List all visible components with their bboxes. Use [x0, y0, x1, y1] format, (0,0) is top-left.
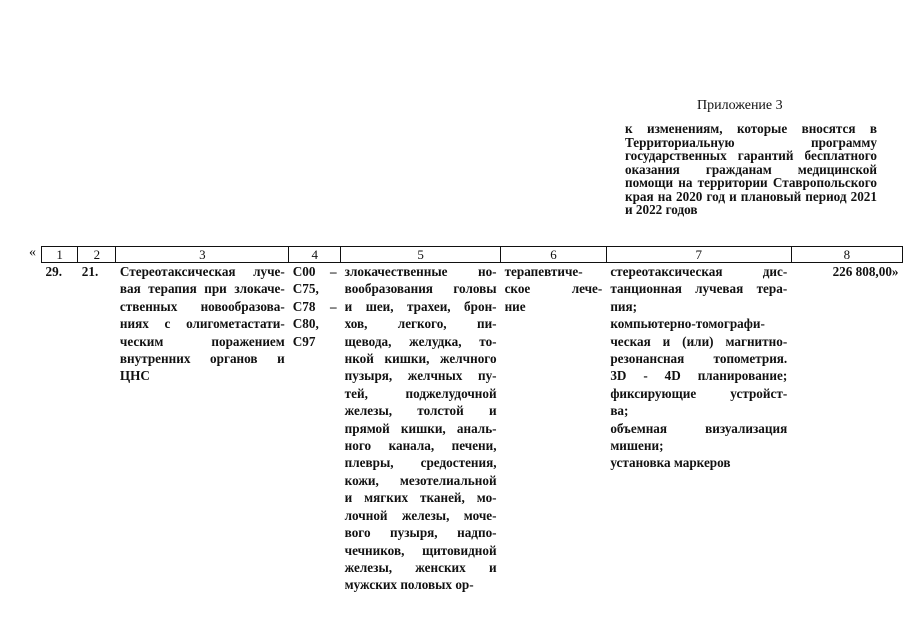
table-row — [42, 263, 903, 594]
cell-line: железы, толстой и — [344, 403, 497, 419]
tariff-table — [41, 246, 903, 594]
header-col-2: 2 — [78, 247, 116, 263]
cell-line: щевода, желудка, то- — [344, 333, 497, 349]
cell-line: танционная лучевая тера- — [610, 281, 788, 297]
cell-line: железы, женских и — [344, 559, 497, 575]
cell-line: ческая и (или) магнитно- — [610, 333, 788, 349]
cell-line: вая терапия при злокаче- — [119, 281, 285, 297]
row-number: 29. — [45, 264, 62, 279]
cell-line: С78 – — [292, 298, 337, 314]
cell-line: ва; — [610, 403, 629, 419]
cell-line: пия; — [610, 298, 638, 314]
cell-line: С75, — [292, 281, 319, 297]
cell-line: ние — [504, 298, 526, 314]
cell-line: прямой кишки, аналь- — [344, 420, 497, 436]
treatment-type — [501, 263, 607, 594]
tariff-value: 226 808,00» — [832, 264, 899, 279]
header-col-8: 8 — [791, 247, 902, 263]
cell-line: ЦНС — [119, 368, 150, 384]
appendix-title: Приложение 3 — [697, 98, 783, 113]
cell-line: объемная визуализация — [610, 420, 788, 436]
header-col-6: 6 — [501, 247, 607, 263]
header-col-4: 4 — [289, 247, 341, 263]
cell-line: и шеи, трахеи, брон- — [344, 298, 497, 314]
cell-line: мужских половых ор- — [344, 577, 474, 593]
cell-line: плевры, средостения, — [344, 455, 497, 471]
cell-line: хов, легкого, пи- — [344, 316, 497, 332]
cell-line: чечников, щитовидной — [344, 542, 497, 558]
cell-line: резонансная топометрия. — [610, 351, 788, 367]
header-col-5: 5 — [341, 247, 501, 263]
opening-quote: « — [29, 245, 36, 260]
cell-line: ственных новообразова- — [119, 298, 285, 314]
header-col-3: 3 — [116, 247, 289, 263]
cell-line: терапевтиче- — [504, 264, 583, 279]
cell-line: тей, поджелудочной — [344, 385, 497, 401]
table-header-row — [42, 247, 903, 263]
cell-line: и мягких тканей, мо- — [344, 490, 497, 506]
cell-line: кожи, мезотелиальной — [344, 472, 497, 488]
cell-line: фиксирующие устройст- — [610, 385, 788, 401]
cell-line: мишени; — [610, 438, 664, 454]
cell-line: 3D - 4D планирование; — [610, 368, 788, 384]
cell-line: ское лече- — [504, 281, 603, 297]
cell-line: Стереотаксическая луче- — [119, 264, 285, 279]
row-index: 21. — [81, 264, 99, 279]
procedure-name — [116, 263, 289, 594]
cell-line: ниях с олигометастати- — [119, 316, 285, 332]
appendix-subtitle: к изменениям, которые вносятся в Территориальную программу государственных гарантий бесплатного оказания гражданам медицинской помощи на территории Ставропольского края на 2020 год и плановый период 2021 и 2022 годов — [625, 121, 877, 217]
diagnosis-description — [341, 263, 501, 594]
cell-line: С00 – — [292, 264, 337, 279]
header-col-7: 7 — [606, 247, 791, 263]
icd-codes — [289, 263, 341, 594]
cell-line: лочной железы, моче- — [344, 507, 497, 523]
cell-line: злокачественные но- — [344, 264, 497, 279]
cell-line: ческим поражением — [119, 333, 285, 349]
cell-line: С97 — [292, 333, 316, 349]
treatment-method — [606, 263, 791, 594]
cell-line: ного канала, печени, — [344, 438, 497, 454]
cell-line: нкой кишки, желчного — [344, 351, 497, 367]
header-col-1: 1 — [42, 247, 78, 263]
cell-line: установка маркеров — [610, 455, 731, 471]
cell-line: внутренних органов и — [119, 351, 285, 367]
cell-line: пузыря, желчных пу- — [344, 368, 497, 384]
cell-line: С80, — [292, 316, 319, 332]
cell-line: компьютерно-томографи- — [610, 316, 765, 332]
cell-line: стереотаксическая дис- — [610, 264, 788, 279]
cell-line: вого пузыря, надпо- — [344, 525, 497, 541]
cell-line: вообразования головы — [344, 281, 497, 297]
